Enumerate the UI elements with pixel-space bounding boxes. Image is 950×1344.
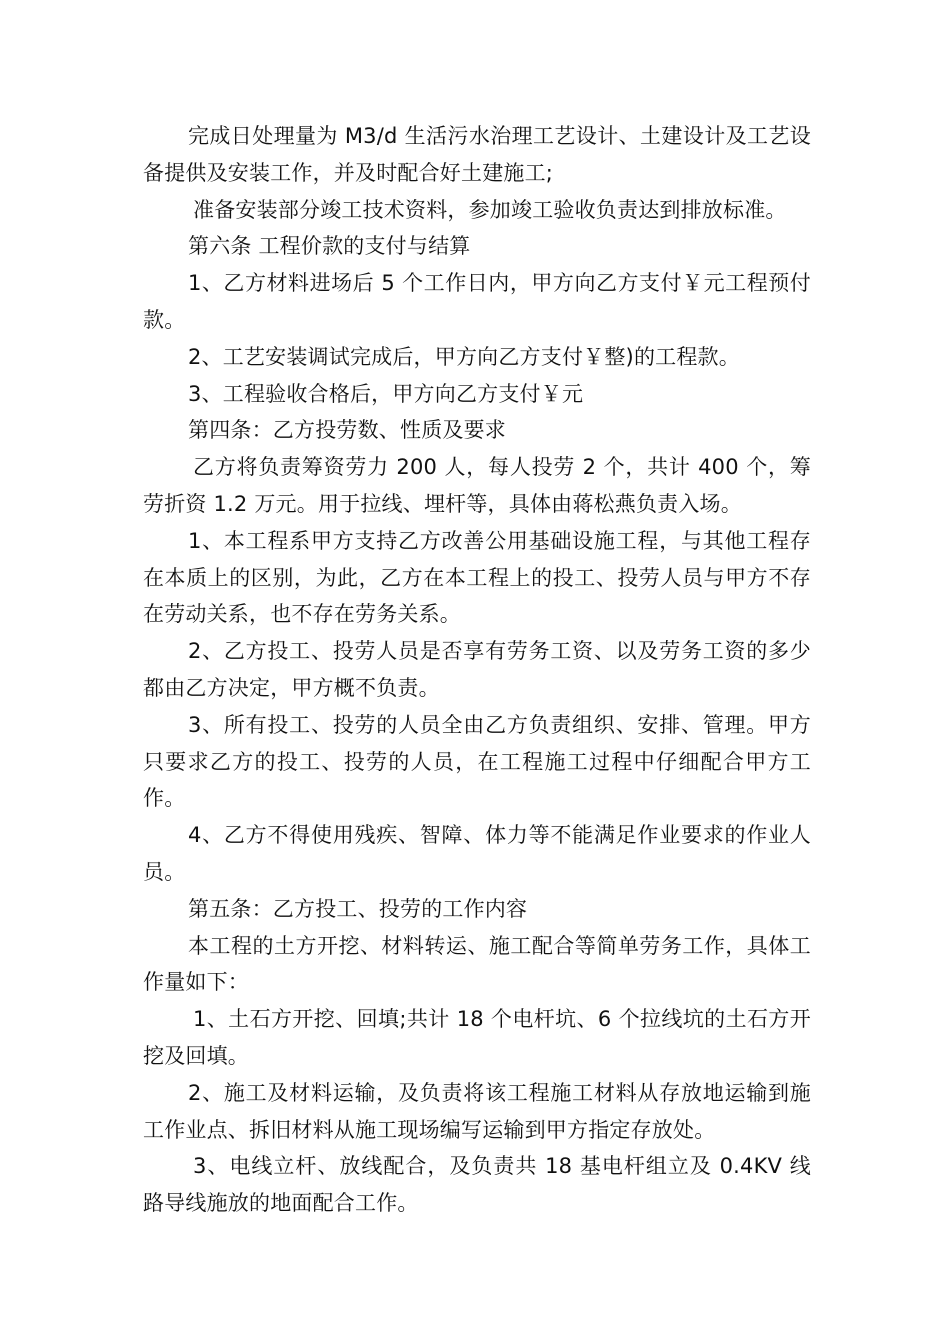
- paragraph-12: 4、乙方不得使用残疾、智障、体力等不能满足作业要求的作业人员。: [143, 823, 811, 884]
- paragraph-15: 1、土石方开挖、回填;共计 18 个电杆坑、6 个拉线坑的土石方开挖及回填。: [143, 1007, 811, 1068]
- paragraph-5: 2、工艺安装调试完成后，甲方向乙方支付￥整)的工程款。: [188, 344, 740, 369]
- paragraph-9: 1、本工程系甲方支持乙方改善公用基础设施工程，与其他工程存在本质上的区别，为此，乙方在本工程上的投工、投劳人员与甲方不存在劳动关系，也不存在劳务关系。: [143, 528, 811, 627]
- document-body: [143, 118, 811, 1222]
- section-heading-article-5: 第五条：乙方投工、投劳的工作内容: [188, 896, 528, 921]
- paragraph-2: 准备安装部分竣工技术资料，参加竣工验收负责达到排放标准。: [193, 197, 787, 222]
- paragraph-16: 2、施工及材料运输，及负责将该工程施工材料从存放地运输到施工作业点、拆旧材料从施工现场编写运输到甲方指定存放处。: [143, 1080, 811, 1142]
- section-heading-article-6: 第六条 工程价款的支付与结算: [188, 234, 471, 259]
- paragraph-4: 1、乙方材料进场后 5 个工作日内，甲方向乙方支付￥元工程预付款。: [143, 271, 811, 332]
- paragraph-1: 完成日处理量为 M3/d 生活污水治理工艺设计、土建设计及工艺设备提供及安装工作，并及时配合好土建施工;: [143, 124, 811, 185]
- paragraph-10: 2、乙方投工、投劳人员是否享有劳务工资、以及劳务工资的多少都由乙方决定，甲方概不负责。: [143, 639, 811, 700]
- paragraph-14: 本工程的土方开挖、材料转运、施工配合等简单劳务工作，具体工作量如下：: [143, 933, 811, 995]
- paragraph-11: 3、所有投工、投劳的人员全由乙方负责组织、安排、管理。甲方只要求乙方的投工、投劳的人员，在工程施工过程中仔细配合甲方工作。: [143, 712, 811, 811]
- paragraph-17: 3、电线立杆、放线配合，及负责共 18 基电杆组立及 0.4KV 线路导线施放的地面配合工作。: [143, 1154, 811, 1216]
- section-heading-article-4: 第四条：乙方投劳数、性质及要求: [188, 418, 506, 443]
- paragraph-6: 3、工程验收合格后，甲方向乙方支付￥元: [188, 381, 584, 406]
- paragraph-8: 乙方将负责筹资劳力 200 人，每人投劳 2 个，共计 400 个，筹劳折资 1.2 万元。用于拉线、埋杆等，具体由蒋松燕负责入场。: [143, 455, 811, 516]
